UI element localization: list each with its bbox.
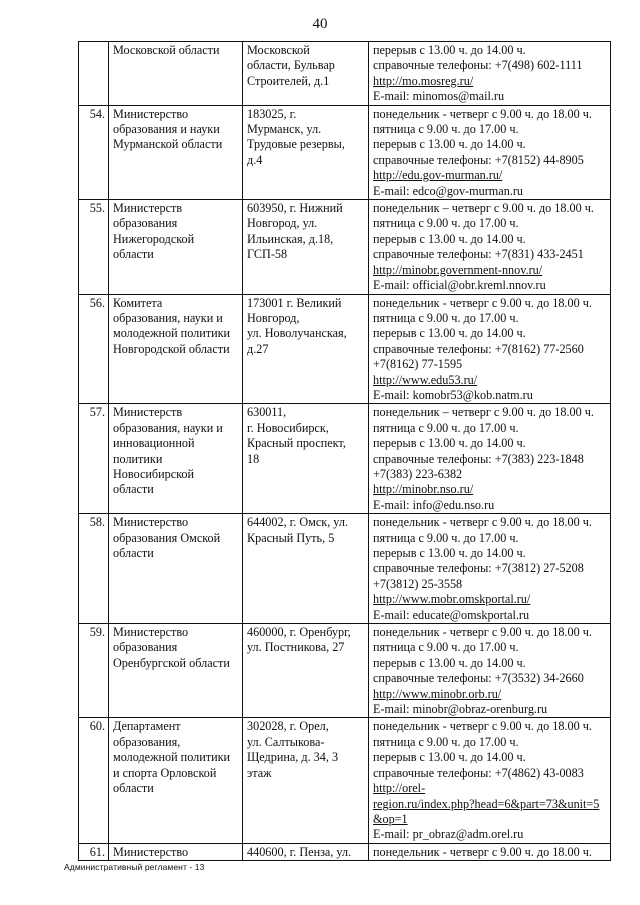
table-row — [79, 404, 611, 514]
address-cell — [243, 404, 369, 514]
organization-name — [109, 718, 243, 843]
address-line: д.27 — [247, 341, 269, 356]
address-line: Щедрина, д. 34, 3 — [247, 750, 339, 765]
name-line: образования — [113, 216, 178, 231]
name-line: Московской области — [113, 43, 220, 57]
address-line: Московской — [247, 43, 310, 57]
address-line: д.4 — [247, 152, 263, 167]
table-row — [79, 200, 611, 294]
name-line: Комитета — [113, 295, 163, 310]
address-cell — [243, 514, 369, 624]
address-line: ул. Постникова, 27 — [247, 640, 345, 655]
website-link[interactable]: http://www.minobr.orb.ru/ — [373, 686, 502, 701]
website-link[interactable]: region.ru/index.php?head=6&part=73&unit=5 — [373, 796, 600, 811]
contact-line: понедельник – четверг с 9.00 ч. до 18.00 ч. — [373, 405, 594, 420]
website-link[interactable]: http://edu.gov-murman.ru/ — [373, 168, 503, 183]
contact-line: перерыв с 13.00 ч. до 14.00 ч. — [373, 231, 526, 246]
contact-line: понедельник - четверг с 9.00 ч. до 18.00 ч. — [373, 844, 592, 859]
name-line: образования, науки и — [113, 420, 223, 435]
table-row — [79, 514, 611, 624]
name-line: Нижегородской — [113, 231, 195, 246]
email-line: E-mail: minomos@mail.ru — [373, 89, 505, 104]
email-line: E-mail: info@edu.nso.ru — [373, 497, 495, 512]
name-line: Министерство — [113, 844, 189, 859]
contact-line: справочные телефоны: +7(831) 433-2451 — [373, 247, 584, 262]
address-line: 630011, — [247, 405, 287, 420]
row-number: 55. — [79, 200, 109, 294]
contact-line: понедельник - четверг с 9.00 ч. до 18.00 ч. — [373, 106, 592, 121]
address-cell — [243, 843, 369, 860]
contacts-cell — [369, 200, 611, 294]
name-line: Министерство — [113, 625, 189, 640]
address-line: ул. Новолучанская, — [247, 326, 347, 341]
contact-line: +7(8162) 77-1595 — [373, 357, 463, 372]
contact-line: пятница с 9.00 ч. до 17.00 ч. — [373, 530, 519, 545]
address-cell — [243, 42, 369, 106]
contact-line: справочные телефоны: +7(383) 223-1848 — [373, 451, 584, 466]
row-number — [79, 42, 109, 106]
row-number: 57. — [79, 404, 109, 514]
address-line: ГСП-58 — [247, 247, 288, 262]
address-line: Ильинская, д.18, — [247, 231, 334, 246]
website-link[interactable]: http://www.edu53.ru/ — [373, 372, 478, 387]
name-line: Новгородской области — [113, 341, 230, 356]
contact-line: справочные телефоны: +7(498) 602-1111 — [373, 58, 583, 73]
address-line: 302028, г. Орел, — [247, 719, 329, 734]
name-line: Оренбургской области — [113, 655, 230, 670]
name-line: Новосибирской — [113, 466, 195, 481]
ministries-table — [78, 41, 611, 861]
contact-line: понедельник - четверг с 9.00 ч. до 18.00 ч. — [373, 719, 592, 734]
contact-line: пятница с 9.00 ч. до 17.00 ч. — [373, 310, 519, 325]
name-line: Мурманской области — [113, 137, 223, 152]
organization-name — [109, 514, 243, 624]
contacts-cell — [369, 105, 611, 199]
table-row — [79, 105, 611, 199]
address-line: 183025, г. — [247, 106, 297, 121]
address-line: Красный Путь, 5 — [247, 530, 335, 545]
contact-line: перерыв с 13.00 ч. до 14.00 ч. — [373, 137, 526, 152]
contact-line: понедельник - четверг с 9.00 ч. до 18.00 ч. — [373, 515, 592, 530]
email-line: E-mail: official@obr.kreml.nnov.ru — [373, 278, 546, 293]
name-line: области — [113, 546, 154, 560]
name-line: Министерств — [113, 201, 183, 216]
name-line: образования и науки — [113, 122, 220, 137]
contact-line: перерыв с 13.00 ч. до 14.00 ч. — [373, 750, 526, 765]
organization-name — [109, 294, 243, 404]
website-link[interactable]: http://orel- — [373, 781, 426, 796]
row-number: 59. — [79, 624, 109, 718]
name-line: молодежной политики — [113, 750, 231, 765]
name-line: области — [113, 247, 154, 262]
name-line: молодежной политики — [113, 326, 231, 341]
organization-name — [109, 42, 243, 106]
row-number: 58. — [79, 514, 109, 624]
name-line: Министерство — [113, 106, 189, 121]
address-line: области, Бульвар — [247, 58, 335, 73]
name-line: образования — [113, 640, 178, 655]
contact-line: перерыв с 13.00 ч. до 14.00 ч. — [373, 546, 526, 560]
contact-line: пятница с 9.00 ч. до 17.00 ч. — [373, 122, 519, 137]
address-line: ул. Салтыкова- — [247, 734, 325, 749]
contact-line: справочные телефоны: +7(8152) 44-8905 — [373, 152, 584, 167]
contacts-cell — [369, 42, 611, 106]
table-row — [79, 624, 611, 718]
contacts-cell — [369, 718, 611, 843]
address-line: Новгород, ул. — [247, 216, 318, 231]
name-line: образования, — [113, 734, 181, 749]
organization-name — [109, 843, 243, 860]
contacts-cell — [369, 404, 611, 514]
contact-line: перерыв с 13.00 ч. до 14.00 ч. — [373, 43, 526, 57]
row-number: 60. — [79, 718, 109, 843]
organization-name — [109, 105, 243, 199]
address-line: 644002, г. Омск, ул. — [247, 515, 348, 530]
address-cell — [243, 718, 369, 843]
table-row — [79, 843, 611, 860]
website-link[interactable]: http://www.mobr.omskportal.ru/ — [373, 592, 531, 607]
contacts-cell — [369, 624, 611, 718]
organization-name — [109, 200, 243, 294]
contact-line: понедельник – четверг с 9.00 ч. до 18.00 ч. — [373, 201, 594, 216]
contact-line: пятница с 9.00 ч. до 17.00 ч. — [373, 420, 519, 435]
table-body — [79, 42, 611, 861]
website-link[interactable]: http://minobr.government-nnov.ru/ — [373, 262, 543, 277]
footer-caption: Административный регламент - 13 — [64, 862, 205, 872]
contact-line: пятница с 9.00 ч. до 17.00 ч. — [373, 216, 519, 231]
contact-line: +7(3812) 25-3558 — [373, 576, 463, 591]
contacts-cell — [369, 843, 611, 860]
address-cell — [243, 294, 369, 404]
page-number: 40 — [312, 16, 328, 32]
table-row — [79, 718, 611, 843]
contact-line: пятница с 9.00 ч. до 17.00 ч. — [373, 734, 519, 749]
address-line: 440600, г. Пенза, ул. — [247, 844, 352, 859]
contact-line: перерыв с 13.00 ч. до 14.00 ч. — [373, 655, 526, 670]
row-number: 56. — [79, 294, 109, 404]
table-row — [79, 42, 611, 106]
name-line: образования Омской — [113, 530, 221, 545]
address-line: Новгород, — [247, 310, 300, 325]
name-line: области — [113, 781, 154, 796]
address-line: 603950, г. Нижний — [247, 201, 343, 216]
name-line: области — [113, 482, 154, 497]
name-line: и спорта Орловской — [113, 765, 217, 780]
row-number: 61. — [79, 843, 109, 860]
contacts-cell — [369, 514, 611, 624]
contact-line: понедельник - четверг с 9.00 ч. до 18.00 ч. — [373, 295, 592, 310]
contact-line: пятница с 9.00 ч. до 17.00 ч. — [373, 640, 519, 655]
address-line: Красный проспект, — [247, 436, 346, 451]
address-cell — [243, 105, 369, 199]
name-line: Министерство — [113, 515, 189, 530]
address-cell — [243, 624, 369, 718]
email-line: E-mail: educate@omskportal.ru — [373, 607, 530, 622]
address-line: Мурманск, ул. — [247, 122, 322, 137]
address-line: 460000, г. Оренбург, — [247, 625, 351, 640]
contact-line: понедельник - четверг с 9.00 ч. до 18.00 ч. — [373, 625, 592, 640]
address-line: этаж — [247, 765, 272, 780]
email-line: E-mail: pr_obraz@adm.orel.ru — [373, 827, 524, 842]
address-line: г. Новосибирск, — [247, 420, 329, 435]
contact-line: перерыв с 13.00 ч. до 14.00 ч. — [373, 436, 526, 451]
address-line: 173001 г. Великий — [247, 295, 342, 310]
contact-line: справочные телефоны: +7(4862) 43-0083 — [373, 765, 584, 780]
table-row — [79, 294, 611, 404]
contact-line: справочные телефоны: +7(8162) 77-2560 — [373, 341, 584, 356]
email-line: E-mail: edco@gov-murman.ru — [373, 183, 523, 198]
name-line: политики — [113, 451, 163, 466]
address-cell — [243, 200, 369, 294]
website-link[interactable]: http://mo.mosreg.ru/ — [373, 73, 474, 88]
email-line: E-mail: komobr53@kob.natm.ru — [373, 387, 533, 402]
address-line: 18 — [247, 451, 260, 466]
address-line: Строителей, д.1 — [247, 73, 330, 88]
name-line: образования, науки и — [113, 310, 223, 325]
address-line: Трудовые резервы, — [247, 137, 345, 152]
email-line: E-mail: minobr@obraz-orenburg.ru — [373, 702, 548, 717]
contact-line: +7(383) 223-6382 — [373, 466, 463, 481]
organization-name — [109, 404, 243, 514]
website-link[interactable]: http://minobr.nso.ru/ — [373, 482, 474, 497]
contacts-cell — [369, 294, 611, 404]
row-number: 54. — [79, 105, 109, 199]
name-line: Департамент — [113, 719, 181, 734]
contact-line: справочные телефоны: +7(3532) 34-2660 — [373, 671, 584, 686]
website-link[interactable]: &op=1 — [373, 811, 408, 826]
contact-line: перерыв с 13.00 ч. до 14.00 ч. — [373, 326, 526, 341]
contact-line: справочные телефоны: +7(3812) 27-5208 — [373, 561, 584, 576]
name-line: инновационной — [113, 436, 195, 451]
organization-name — [109, 624, 243, 718]
name-line: Министерств — [113, 405, 183, 420]
